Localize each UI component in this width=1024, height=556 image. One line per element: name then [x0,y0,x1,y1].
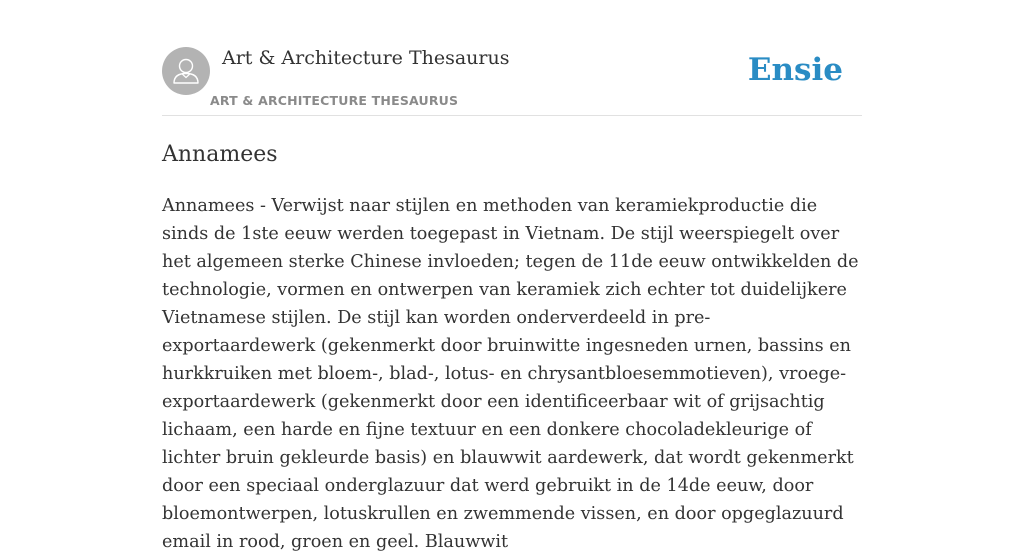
article-body: Annamees - Verwijst naar stijlen en methoden van keramiekproductie die sinds de 1ste eeuw werden toegepast in Vietnam. De stijl weerspiegelt over het algemeen sterke Chinese invloeden; tegen de 11de eeuw ontwikkelden de technologie, vormen en ontwerpen van keramiek zich echter tot duidelijkere Vietnamese stijlen. De stijl kan worden onderverdeeld in pre-exportaardewerk (gekenmerkt door bruinwitte ingesneden urnen, bassins en hurkkruiken met bloem-, blad-, lotus- en chrysantbloesemmotieven), vroege-exportaardewerk (gekenmerkt door een identificeerbaar wit of grijsachtig lichaam, een harde en fijne textuur en een donkere chocoladekleurige of lichter bruin gekleurde basis) en blauwwit aardewerk, dat wordt gekenmerkt door een speciaal onderglazuur dat werd gebruikt in de 14de eeuw, door bloemontwerpen, lotuskrullen en zwemmende vissen, en door opgeglazuurd email in rood, groen en geel. Blauwwit [162,196,859,552]
source-label[interactable]: ART & ARCHITECTURE THESAURUS [210,93,459,108]
article-header [162,0,862,116]
ensie-logo[interactable]: Ensie [747,52,843,88]
author-name-link[interactable]: Art & Architecture Thesaurus [222,47,510,69]
author-avatar[interactable] [162,47,210,95]
page-container [162,0,862,552]
user-silhouette-icon [162,47,210,95]
article-title: Annamees [162,142,278,167]
